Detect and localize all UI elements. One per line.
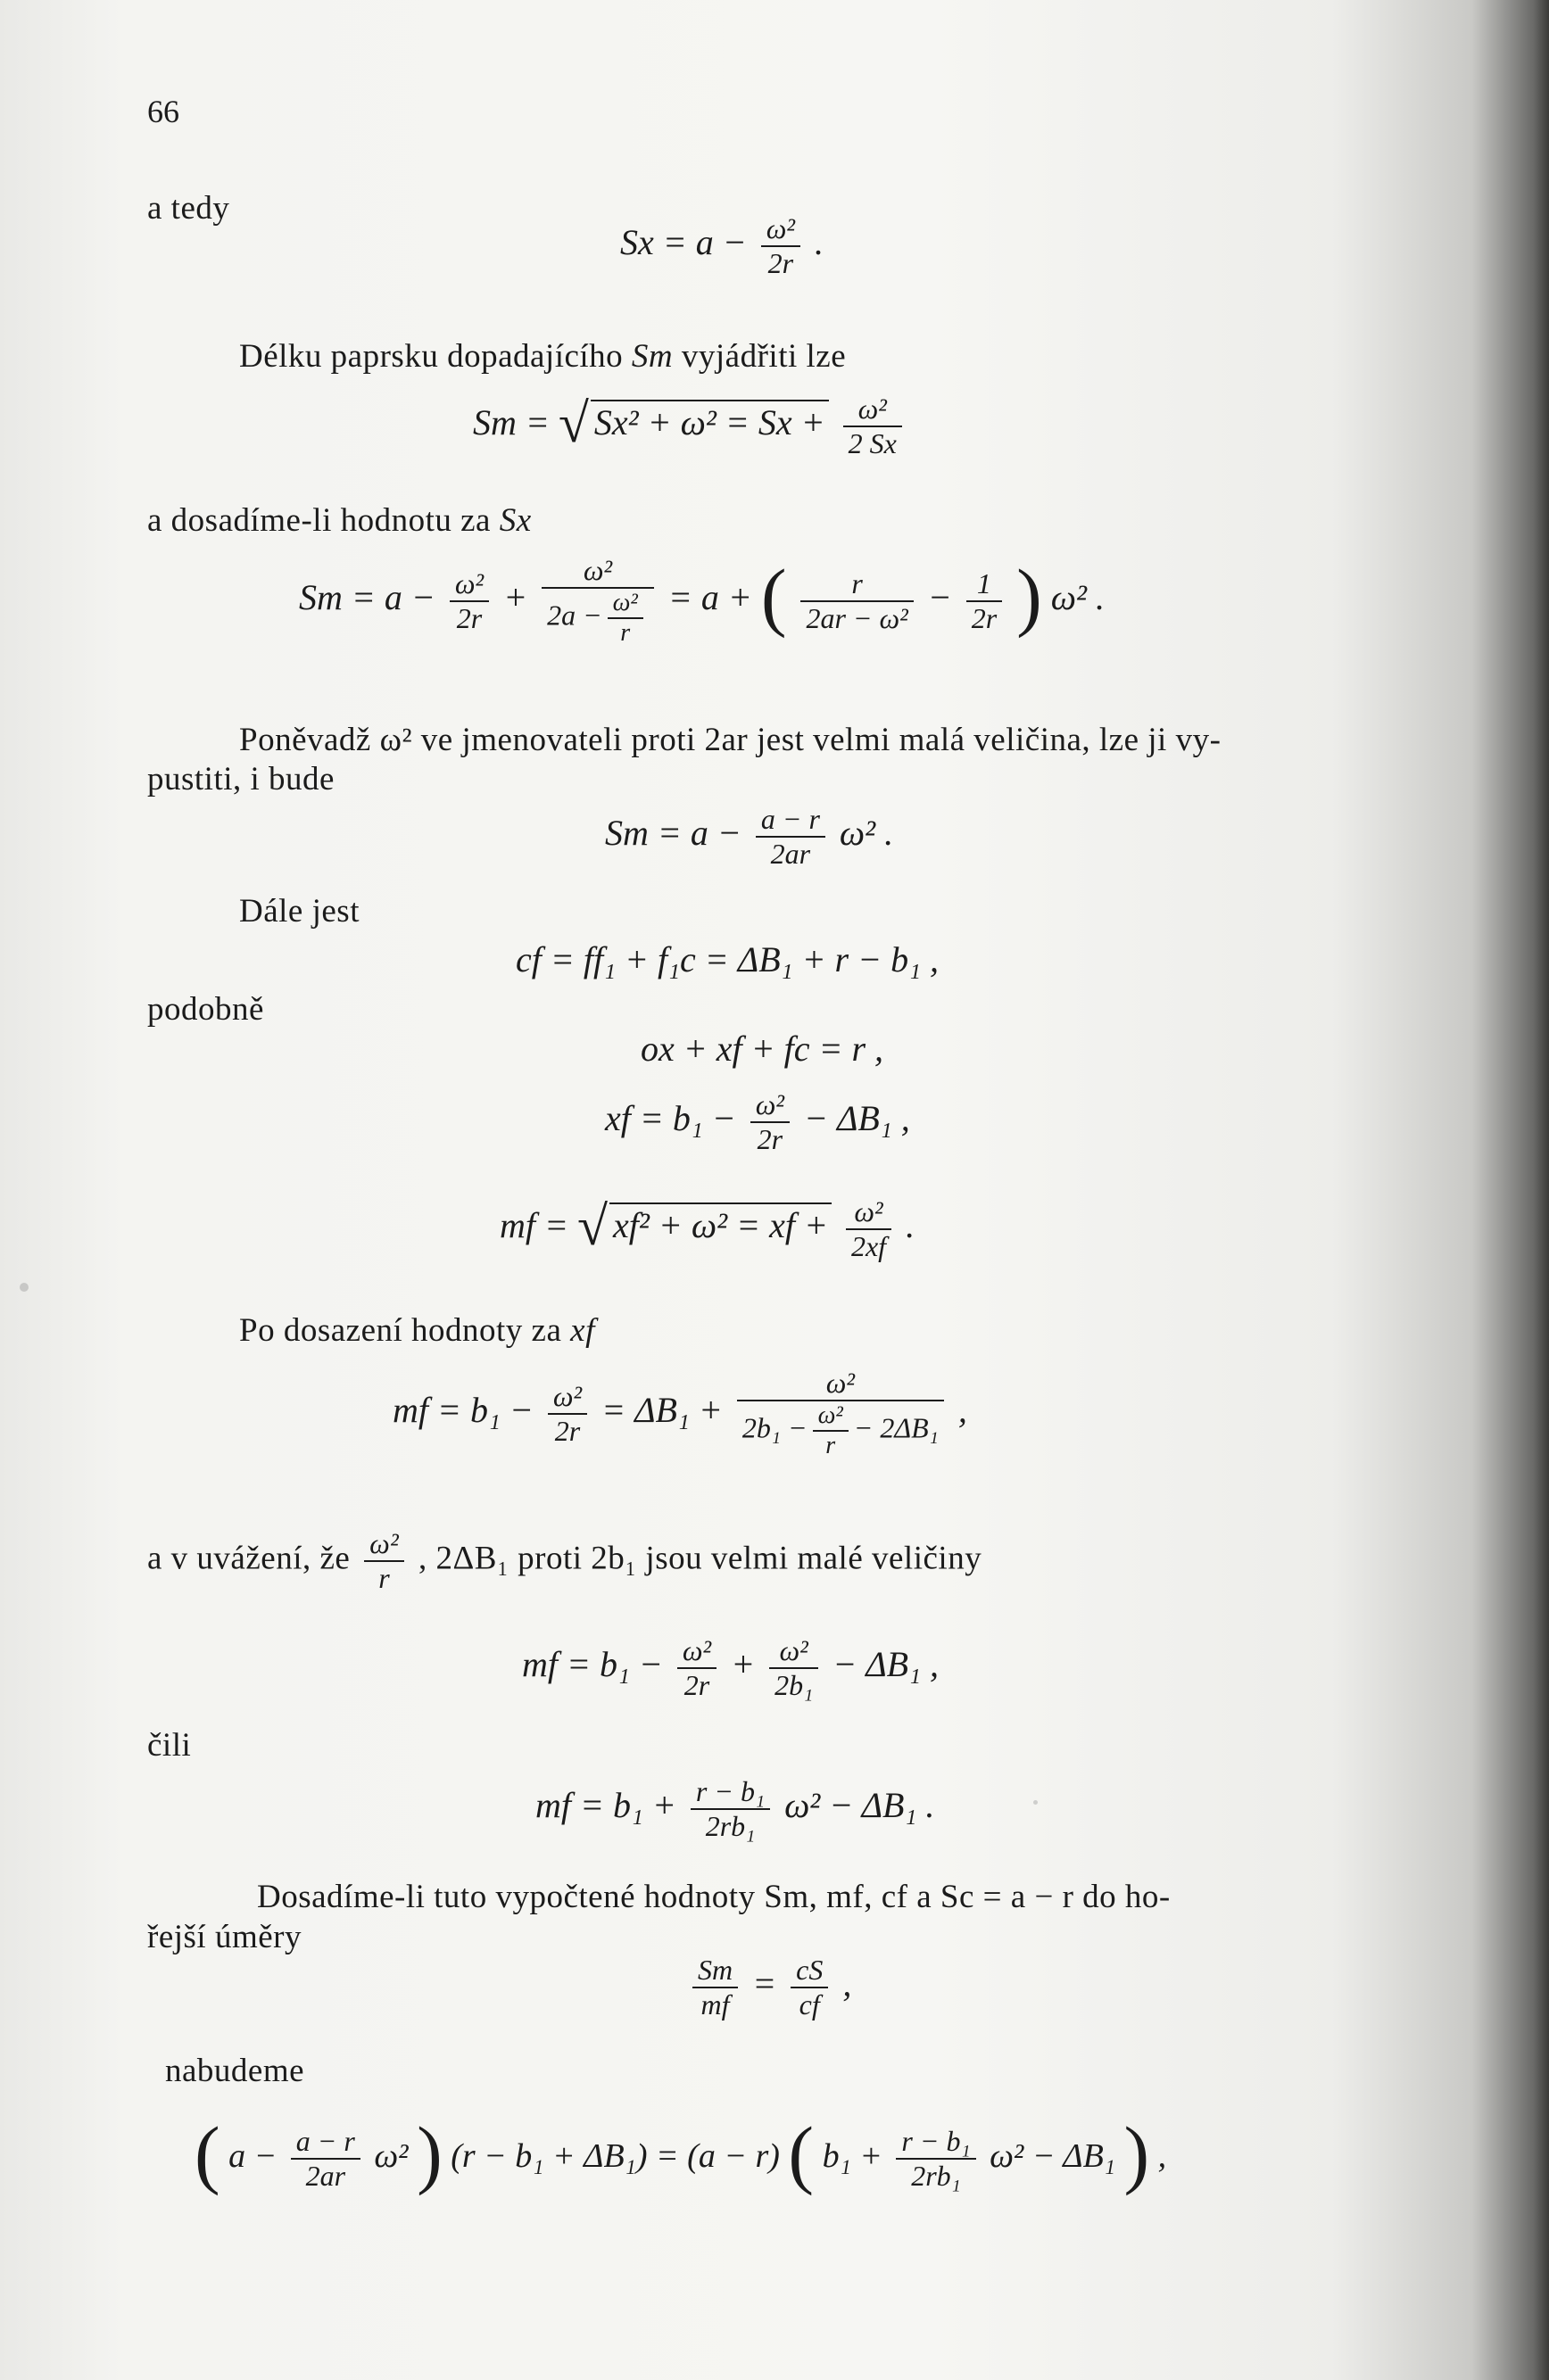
- final-right-paren2-icon: ): [1123, 2111, 1150, 2196]
- p3-text: a dosadíme-li hodnotu za: [147, 502, 491, 539]
- eq14-tail2: ω² − ΔB₁: [990, 2137, 1115, 2175]
- eq9-f1n: ω²: [548, 1380, 587, 1415]
- equation-mf-sub: [393, 1367, 967, 1460]
- eq14-a: a −: [228, 2137, 277, 2175]
- equation-final: [195, 2109, 1166, 2198]
- eq13-tail: ,: [842, 1963, 852, 2004]
- eq7-den: 2r: [757, 1122, 783, 1155]
- paragraph-v-uvazeni: [147, 1527, 982, 1595]
- eq9-frac2: [737, 1367, 944, 1460]
- paragraph-dosadime: [147, 501, 532, 540]
- eq9-f2d-n: ω²: [813, 1401, 849, 1432]
- eq9-mid: = ΔB₁ +: [601, 1389, 723, 1430]
- eq3-nested-frac: [608, 589, 643, 648]
- eq11-f1n: ω²: [677, 1634, 717, 1669]
- eq14-frac1: [291, 2125, 360, 2193]
- right-paren-icon: ): [1016, 553, 1042, 639]
- eq3-f2d-a: 2a −: [547, 599, 602, 632]
- eq7-fraction: [750, 1088, 790, 1156]
- eq3-lhs: Sm = a −: [299, 577, 435, 617]
- paragraph-podobne: podobně: [147, 991, 264, 1028]
- eq3-mid: = a +: [667, 577, 752, 617]
- eq9-f1d: 2r: [554, 1414, 581, 1447]
- eq11-f2d: 2b₁: [774, 1668, 814, 1701]
- eq12-num: r − b₁: [691, 1775, 770, 1810]
- eq9-f2d-b: − 2ΔB₁: [853, 1411, 939, 1444]
- eq1-den: 2r: [767, 246, 794, 279]
- eq1-tail: .: [814, 221, 824, 262]
- eq2-num: ω²: [843, 393, 902, 427]
- page-number: 66: [147, 94, 179, 129]
- eq9-f2n: ω²: [737, 1367, 944, 1401]
- p8-den: r: [378, 1561, 391, 1594]
- eq3-f2d-n: ω²: [608, 589, 643, 619]
- eq3-f1n: ω²: [450, 567, 489, 602]
- eq11-frac1: [677, 1634, 717, 1702]
- eq2-den: 2 Sx: [848, 426, 897, 459]
- eq9-f2d-a: 2b₁ −: [741, 1411, 808, 1444]
- eq8-tail: .: [906, 1205, 915, 1245]
- p8-pre: a v uvážení, že: [147, 1540, 351, 1577]
- eq7-tail: − ΔB₁ ,: [803, 1097, 910, 1138]
- eq7-lhs: xf = b₁ −: [605, 1097, 736, 1138]
- paragraph-dale-jest: Dále jest: [239, 893, 360, 930]
- p8-post: , 2ΔB₁ proti 2b₁ jsou velmi malé veličiny: [418, 1540, 982, 1577]
- radical-sign-icon: √: [577, 1196, 609, 1257]
- eq14-frac2: [896, 2125, 975, 2193]
- eq13-f1d: mf: [700, 1987, 730, 2021]
- p2-text: Délku paprsku dopadajícího: [239, 338, 624, 375]
- paragraph-ponevadz-line1: Poněvadž ω² ve jmenovateli proti 2ar jest velmi malá veličina, lze ji vy-: [239, 722, 1222, 758]
- equation-mf-final: [535, 1775, 934, 1843]
- eq13-frac2: [791, 1954, 828, 2021]
- eq4-num: a − r: [756, 803, 825, 838]
- eq3-minus: −: [927, 577, 952, 617]
- eq3-f2n: ω²: [542, 554, 654, 589]
- eq8-den: 2xf: [850, 1229, 887, 1262]
- eq12-tail: ω² − ΔB₁ .: [784, 1784, 935, 1825]
- p2-symbol: Sm: [631, 338, 674, 375]
- equation-sm-sqrt: [473, 393, 907, 460]
- eq12-fraction: [691, 1775, 770, 1843]
- equation-sm-expanded: [299, 551, 1105, 648]
- eq14-w: ω²: [374, 2137, 409, 2175]
- p8-num: ω²: [364, 1527, 404, 1562]
- eq12-lhs: mf = b₁ +: [535, 1784, 676, 1825]
- paragraph-delku: [239, 337, 846, 376]
- eq3-plus: +: [503, 577, 528, 617]
- equation-sm-approx: [605, 803, 893, 871]
- eq14-b: b₁ +: [822, 2137, 882, 2175]
- eq9-tail: ,: [957, 1389, 967, 1430]
- eq3-frac1: [450, 567, 489, 635]
- equation-cf: cf = ff₁ + f₁c = ΔB₁ + r − b₁ ,: [516, 939, 940, 979]
- eq1-num: ω²: [761, 212, 800, 247]
- eq11-plus: +: [731, 1643, 756, 1684]
- eq11-tail: − ΔB₁ ,: [832, 1643, 940, 1684]
- eq9-f2d-d: r: [825, 1431, 836, 1459]
- eq3-f4n: 1: [966, 567, 1002, 602]
- eq1-lhs: Sx = a −: [620, 221, 747, 262]
- eq2-radicand: Sx² + ω² = Sx +: [591, 400, 829, 443]
- paragraph-dosadime-li-line2: řejší úměry: [147, 1919, 302, 1955]
- final-left-paren-icon: (: [195, 2111, 220, 2196]
- eq11-f2n: ω²: [769, 1634, 818, 1669]
- eq3-frac3: [800, 567, 913, 635]
- paragraph-po-dosazeni: [239, 1311, 595, 1350]
- left-paren-icon: (: [760, 553, 787, 639]
- eq4-lhs: Sm = a −: [605, 812, 741, 853]
- eq9-nested-frac: [813, 1401, 849, 1460]
- eq1-fraction: [761, 212, 800, 280]
- eq13-f2d: cf: [799, 1987, 820, 2021]
- paragraph-cili: čili: [147, 1727, 192, 1764]
- eq4-tail: ω² .: [839, 812, 894, 853]
- paragraph-ponevadz-line2: pustiti, i bude: [147, 761, 335, 797]
- eq3-f2d: [542, 589, 654, 648]
- eq11-lhs: mf = b₁ −: [522, 1643, 663, 1684]
- eq3-f3d: 2ar − ω²: [806, 601, 908, 634]
- eq9-lhs: mf = b₁ −: [393, 1389, 534, 1430]
- equation-mf-approx: [522, 1634, 939, 1702]
- eq11-frac2: [769, 1634, 818, 1702]
- final-right-paren-icon: ): [417, 2111, 443, 2196]
- equation-mf-sqrt: [500, 1195, 915, 1263]
- p8-fraction: [364, 1527, 404, 1595]
- paper-spot: [20, 1283, 29, 1292]
- eq7-num: ω²: [750, 1088, 790, 1123]
- eq13-eq: =: [752, 1963, 777, 2004]
- eq3-f4d: 2r: [971, 601, 998, 634]
- paper-spot: [1033, 1800, 1038, 1805]
- final-left-paren2-icon: (: [788, 2111, 815, 2196]
- eq13-frac1: [692, 1954, 738, 2021]
- radical-sign-icon: √: [558, 393, 589, 454]
- eq11-f1d: 2r: [683, 1668, 710, 1701]
- eq8-radicand: xf² + ω² = xf +: [609, 1202, 832, 1246]
- equation-proportion: [687, 1954, 851, 2021]
- paragraph-a-tedy: a tedy: [147, 190, 230, 227]
- eq12-den: 2rb₁: [705, 1809, 756, 1842]
- eq3-f2d-d: r: [620, 619, 631, 648]
- eq14-f1n: a − r: [291, 2125, 360, 2160]
- eq2-fraction: [843, 393, 902, 460]
- eq9-frac1: [548, 1380, 587, 1448]
- paragraph-nabudeme: nabudeme: [165, 2053, 305, 2089]
- eq4-fraction: [756, 803, 825, 871]
- eq14-f2n: r − b₁: [896, 2125, 975, 2160]
- eq8-fraction: [846, 1195, 891, 1263]
- eq3-frac2: [542, 554, 654, 648]
- eq13-f2n: cS: [791, 1954, 828, 1988]
- eq9-f2d: [737, 1401, 944, 1460]
- eq8-lhs: mf =: [500, 1205, 568, 1245]
- equation-xf: [605, 1088, 910, 1156]
- eq14-f2d: 2rb₁: [911, 2160, 961, 2193]
- equation-sx: [620, 212, 824, 280]
- p7-text: Po dosazení hodnoty za: [239, 1312, 562, 1349]
- p3-symbol: Sx: [499, 502, 532, 539]
- eq4-den: 2ar: [770, 837, 811, 870]
- eq8-num: ω²: [846, 1195, 891, 1230]
- eq3-f1d: 2r: [456, 601, 483, 634]
- p2-end: vyjádřiti lze: [681, 338, 847, 375]
- eq3-frac4: [966, 567, 1002, 635]
- eq14-end: ,: [1157, 2137, 1167, 2175]
- eq2-lhs: Sm =: [473, 402, 550, 442]
- eq3-tail: ω² .: [1050, 577, 1106, 617]
- equation-ox: ox + xf + fc = r ,: [641, 1029, 884, 1069]
- eq13-f1n: Sm: [692, 1954, 738, 1988]
- eq3-f3n: r: [800, 567, 913, 602]
- paragraph-dosadime-li-line1: Dosadíme-li tuto vypočtené hodnoty Sm, mf, cf a Sc = a − r do ho-: [257, 1879, 1171, 1915]
- p7-symbol: xf: [570, 1312, 595, 1349]
- eq14-f1d: 2ar: [305, 2160, 346, 2193]
- eq14-mid: (r − b₁ + ΔB₁) = (a − r): [451, 2137, 780, 2175]
